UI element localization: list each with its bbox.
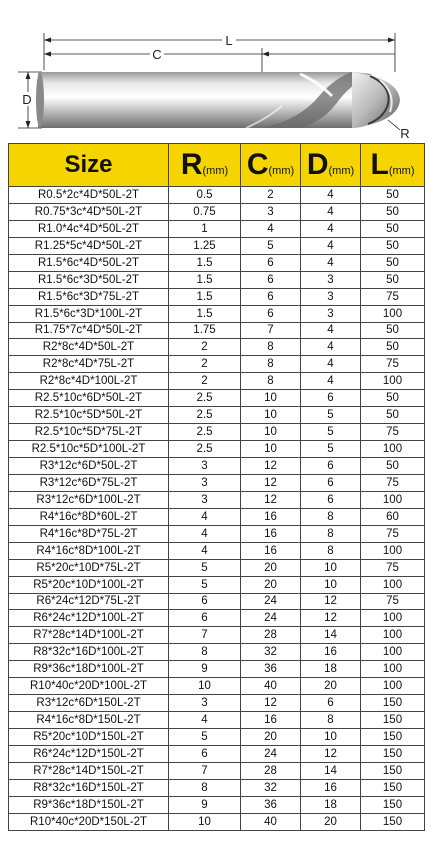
cell-c: 20 [241, 559, 301, 576]
cell-d: 8 [301, 712, 361, 729]
table-row [9, 610, 425, 627]
cell-c: 32 [241, 779, 301, 796]
cell-r: 6 [169, 610, 241, 627]
cell-d: 4 [301, 187, 361, 204]
cell-size: R4*16c*8D*100L-2T [9, 542, 169, 559]
cell-r: 0.5 [169, 187, 241, 204]
cell-r: 4 [169, 525, 241, 542]
cell-d: 5 [301, 424, 361, 441]
cell-c: 40 [241, 678, 301, 695]
end-mill-illustration [0, 0, 433, 142]
cell-size: R1.25*5c*4D*50L-2T [9, 237, 169, 254]
cell-l: 100 [361, 542, 425, 559]
cell-size: R2.5*10c*5D*100L-2T [9, 441, 169, 458]
table-row [9, 474, 425, 491]
cell-size: R2.5*10c*5D*50L-2T [9, 407, 169, 424]
table-row [9, 271, 425, 288]
cell-r: 2.5 [169, 390, 241, 407]
cell-size: R8*32c*16D*100L-2T [9, 644, 169, 661]
cell-size: R1.5*6c*4D*50L-2T [9, 254, 169, 271]
tool-diagram [0, 0, 433, 142]
cell-l: 75 [361, 559, 425, 576]
cell-size: R5*20c*10D*75L-2T [9, 559, 169, 576]
label-d: D [22, 92, 32, 107]
cell-l: 100 [361, 491, 425, 508]
cell-l: 50 [361, 254, 425, 271]
cell-c: 12 [241, 474, 301, 491]
cell-c: 8 [241, 356, 301, 373]
table-row [9, 187, 425, 204]
cell-d: 6 [301, 491, 361, 508]
cell-r: 7 [169, 627, 241, 644]
cell-d: 14 [301, 627, 361, 644]
table-row [9, 356, 425, 373]
header-size: Size [9, 144, 169, 187]
spec-table [8, 143, 425, 831]
cell-d: 5 [301, 441, 361, 458]
cell-l: 100 [361, 678, 425, 695]
cell-r: 8 [169, 779, 241, 796]
cell-c: 40 [241, 813, 301, 830]
cell-c: 10 [241, 424, 301, 441]
cell-l: 50 [361, 220, 425, 237]
cell-size: R6*24c*12D*150L-2T [9, 745, 169, 762]
cell-c: 24 [241, 610, 301, 627]
header-c: C(mm) [241, 144, 301, 187]
cell-r: 4 [169, 508, 241, 525]
cell-r: 2 [169, 356, 241, 373]
cell-c: 12 [241, 695, 301, 712]
table-row [9, 729, 425, 746]
cell-l: 75 [361, 474, 425, 491]
cell-r: 2.5 [169, 441, 241, 458]
cell-c: 6 [241, 305, 301, 322]
cell-l: 150 [361, 813, 425, 830]
cell-c: 28 [241, 627, 301, 644]
cell-size: R7*28c*14D*150L-2T [9, 762, 169, 779]
cell-c: 3 [241, 203, 301, 220]
cell-l: 50 [361, 322, 425, 339]
cell-r: 4 [169, 542, 241, 559]
table-row [9, 661, 425, 678]
cell-r: 2.5 [169, 407, 241, 424]
cell-l: 50 [361, 271, 425, 288]
cell-r: 1.5 [169, 271, 241, 288]
cell-r: 10 [169, 678, 241, 695]
cell-d: 6 [301, 474, 361, 491]
cell-c: 16 [241, 712, 301, 729]
table-row [9, 407, 425, 424]
table-row [9, 424, 425, 441]
cell-l: 100 [361, 627, 425, 644]
table-row [9, 322, 425, 339]
cell-c: 12 [241, 458, 301, 475]
cell-r: 9 [169, 796, 241, 813]
table-row [9, 712, 425, 729]
cell-d: 4 [301, 373, 361, 390]
cell-r: 8 [169, 644, 241, 661]
cell-l: 50 [361, 458, 425, 475]
cell-size: R1.5*6c*3D*100L-2T [9, 305, 169, 322]
table-row [9, 254, 425, 271]
cell-d: 3 [301, 305, 361, 322]
label-r: R [400, 126, 410, 141]
cell-size: R10*40c*20D*100L-2T [9, 678, 169, 695]
cell-r: 1.75 [169, 322, 241, 339]
cell-r: 1 [169, 220, 241, 237]
label-l: L [225, 33, 233, 48]
cell-c: 6 [241, 271, 301, 288]
cell-l: 50 [361, 407, 425, 424]
cell-d: 8 [301, 542, 361, 559]
cell-c: 8 [241, 373, 301, 390]
table-row [9, 305, 425, 322]
cell-d: 12 [301, 593, 361, 610]
cell-size: R3*12c*6D*50L-2T [9, 458, 169, 475]
table-row [9, 627, 425, 644]
cell-l: 150 [361, 796, 425, 813]
cell-d: 4 [301, 220, 361, 237]
cell-size: R8*32c*16D*150L-2T [9, 779, 169, 796]
cell-r: 3 [169, 695, 241, 712]
cell-d: 4 [301, 203, 361, 220]
table-row [9, 390, 425, 407]
cell-d: 5 [301, 407, 361, 424]
cell-c: 6 [241, 288, 301, 305]
cell-r: 2.5 [169, 424, 241, 441]
cell-d: 10 [301, 729, 361, 746]
cell-c: 20 [241, 576, 301, 593]
table-body [9, 187, 425, 831]
cell-c: 36 [241, 796, 301, 813]
table-header-row [9, 144, 425, 187]
cell-d: 18 [301, 661, 361, 678]
cell-r: 6 [169, 745, 241, 762]
cell-d: 10 [301, 576, 361, 593]
cell-l: 150 [361, 695, 425, 712]
cell-c: 24 [241, 593, 301, 610]
cell-d: 3 [301, 271, 361, 288]
cell-d: 6 [301, 695, 361, 712]
radius-leader [388, 120, 400, 130]
cell-d: 4 [301, 254, 361, 271]
cell-size: R10*40c*20D*150L-2T [9, 813, 169, 830]
table-row [9, 745, 425, 762]
cell-l: 75 [361, 593, 425, 610]
cell-l: 100 [361, 644, 425, 661]
cell-r: 3 [169, 458, 241, 475]
cell-l: 75 [361, 424, 425, 441]
cell-l: 100 [361, 610, 425, 627]
table-row [9, 339, 425, 356]
table-row [9, 220, 425, 237]
cell-l: 100 [361, 441, 425, 458]
cell-d: 4 [301, 356, 361, 373]
cell-c: 10 [241, 390, 301, 407]
table-row [9, 203, 425, 220]
cell-size: R4*16c*8D*150L-2T [9, 712, 169, 729]
cell-r: 4 [169, 712, 241, 729]
table-row [9, 644, 425, 661]
cell-c: 7 [241, 322, 301, 339]
cell-c: 4 [241, 220, 301, 237]
table-row [9, 508, 425, 525]
cell-r: 1.5 [169, 288, 241, 305]
cell-size: R9*36c*18D*150L-2T [9, 796, 169, 813]
tool-shank [38, 72, 263, 128]
cell-l: 75 [361, 288, 425, 305]
table-row [9, 458, 425, 475]
cell-d: 16 [301, 644, 361, 661]
cell-d: 4 [301, 322, 361, 339]
cell-r: 1.5 [169, 305, 241, 322]
cell-size: R4*16c*8D*75L-2T [9, 525, 169, 542]
cell-l: 150 [361, 779, 425, 796]
cell-d: 14 [301, 762, 361, 779]
cell-c: 24 [241, 745, 301, 762]
cell-size: R5*20c*10D*100L-2T [9, 576, 169, 593]
cell-d: 12 [301, 610, 361, 627]
table-row [9, 576, 425, 593]
cell-r: 9 [169, 661, 241, 678]
table-row [9, 373, 425, 390]
cell-r: 5 [169, 729, 241, 746]
cell-r: 5 [169, 576, 241, 593]
cell-r: 1.5 [169, 254, 241, 271]
cell-size: R1.75*7c*4D*50L-2T [9, 322, 169, 339]
table-row [9, 559, 425, 576]
header-l: L(mm) [361, 144, 425, 187]
cell-c: 36 [241, 661, 301, 678]
cell-c: 5 [241, 237, 301, 254]
cell-l: 100 [361, 305, 425, 322]
table-row [9, 593, 425, 610]
cell-size: R1.5*6c*3D*75L-2T [9, 288, 169, 305]
cell-c: 20 [241, 729, 301, 746]
cell-c: 32 [241, 644, 301, 661]
table-row [9, 678, 425, 695]
cell-size: R3*12c*6D*100L-2T [9, 491, 169, 508]
cell-d: 6 [301, 390, 361, 407]
cell-d: 18 [301, 796, 361, 813]
cell-size: R2*8c*4D*50L-2T [9, 339, 169, 356]
cell-size: R0.5*2c*4D*50L-2T [9, 187, 169, 204]
cell-l: 100 [361, 373, 425, 390]
cell-r: 7 [169, 762, 241, 779]
cell-l: 50 [361, 187, 425, 204]
cell-r: 10 [169, 813, 241, 830]
table-row [9, 525, 425, 542]
cell-l: 150 [361, 762, 425, 779]
cell-l: 75 [361, 525, 425, 542]
cell-c: 8 [241, 339, 301, 356]
cell-r: 3 [169, 474, 241, 491]
table-row [9, 542, 425, 559]
cell-l: 50 [361, 237, 425, 254]
cell-size: R2.5*10c*6D*50L-2T [9, 390, 169, 407]
cell-size: R2*8c*4D*75L-2T [9, 356, 169, 373]
cell-c: 10 [241, 407, 301, 424]
cell-size: R3*12c*6D*150L-2T [9, 695, 169, 712]
cell-l: 150 [361, 712, 425, 729]
cell-d: 20 [301, 678, 361, 695]
cell-l: 50 [361, 390, 425, 407]
cell-c: 6 [241, 254, 301, 271]
table-row [9, 441, 425, 458]
cell-l: 60 [361, 508, 425, 525]
cell-l: 150 [361, 729, 425, 746]
cell-c: 16 [241, 508, 301, 525]
cell-size: R2.5*10c*5D*75L-2T [9, 424, 169, 441]
cell-size: R4*16c*8D*60L-2T [9, 508, 169, 525]
table-row [9, 779, 425, 796]
cell-r: 1.25 [169, 237, 241, 254]
cell-c: 10 [241, 441, 301, 458]
cell-size: R5*20c*10D*150L-2T [9, 729, 169, 746]
cell-size: R2*8c*4D*100L-2T [9, 373, 169, 390]
cell-size: R6*24c*12D*75L-2T [9, 593, 169, 610]
table-row [9, 695, 425, 712]
cell-c: 2 [241, 187, 301, 204]
cell-l: 50 [361, 203, 425, 220]
cell-c: 16 [241, 525, 301, 542]
cell-size: R1.0*4c*4D*50L-2T [9, 220, 169, 237]
label-c: C [152, 47, 162, 62]
cell-d: 20 [301, 813, 361, 830]
header-r: R(mm) [169, 144, 241, 187]
header-d: D(mm) [301, 144, 361, 187]
table-row [9, 796, 425, 813]
cell-r: 2 [169, 339, 241, 356]
cell-size: R1.5*6c*3D*50L-2T [9, 271, 169, 288]
cell-l: 75 [361, 356, 425, 373]
cell-l: 150 [361, 745, 425, 762]
cell-d: 12 [301, 745, 361, 762]
table-row [9, 491, 425, 508]
cell-size: R9*36c*18D*100L-2T [9, 661, 169, 678]
cell-l: 100 [361, 576, 425, 593]
cell-r: 2 [169, 373, 241, 390]
cell-r: 3 [169, 491, 241, 508]
table-row [9, 762, 425, 779]
cell-r: 5 [169, 559, 241, 576]
cell-size: R3*12c*6D*75L-2T [9, 474, 169, 491]
cell-size: R6*24c*12D*100L-2T [9, 610, 169, 627]
table-row [9, 813, 425, 830]
cell-c: 12 [241, 491, 301, 508]
cell-d: 6 [301, 458, 361, 475]
cell-c: 16 [241, 542, 301, 559]
cell-d: 10 [301, 559, 361, 576]
cell-r: 0.75 [169, 203, 241, 220]
table-row [9, 288, 425, 305]
cell-l: 50 [361, 339, 425, 356]
cell-d: 16 [301, 779, 361, 796]
cell-d: 4 [301, 237, 361, 254]
cell-l: 100 [361, 661, 425, 678]
cell-d: 8 [301, 525, 361, 542]
cell-d: 4 [301, 339, 361, 356]
cell-size: R0.75*3c*4D*50L-2T [9, 203, 169, 220]
cell-size: R7*28c*14D*100L-2T [9, 627, 169, 644]
cell-d: 8 [301, 508, 361, 525]
cell-r: 6 [169, 593, 241, 610]
cell-c: 28 [241, 762, 301, 779]
table-row [9, 237, 425, 254]
cell-d: 3 [301, 288, 361, 305]
